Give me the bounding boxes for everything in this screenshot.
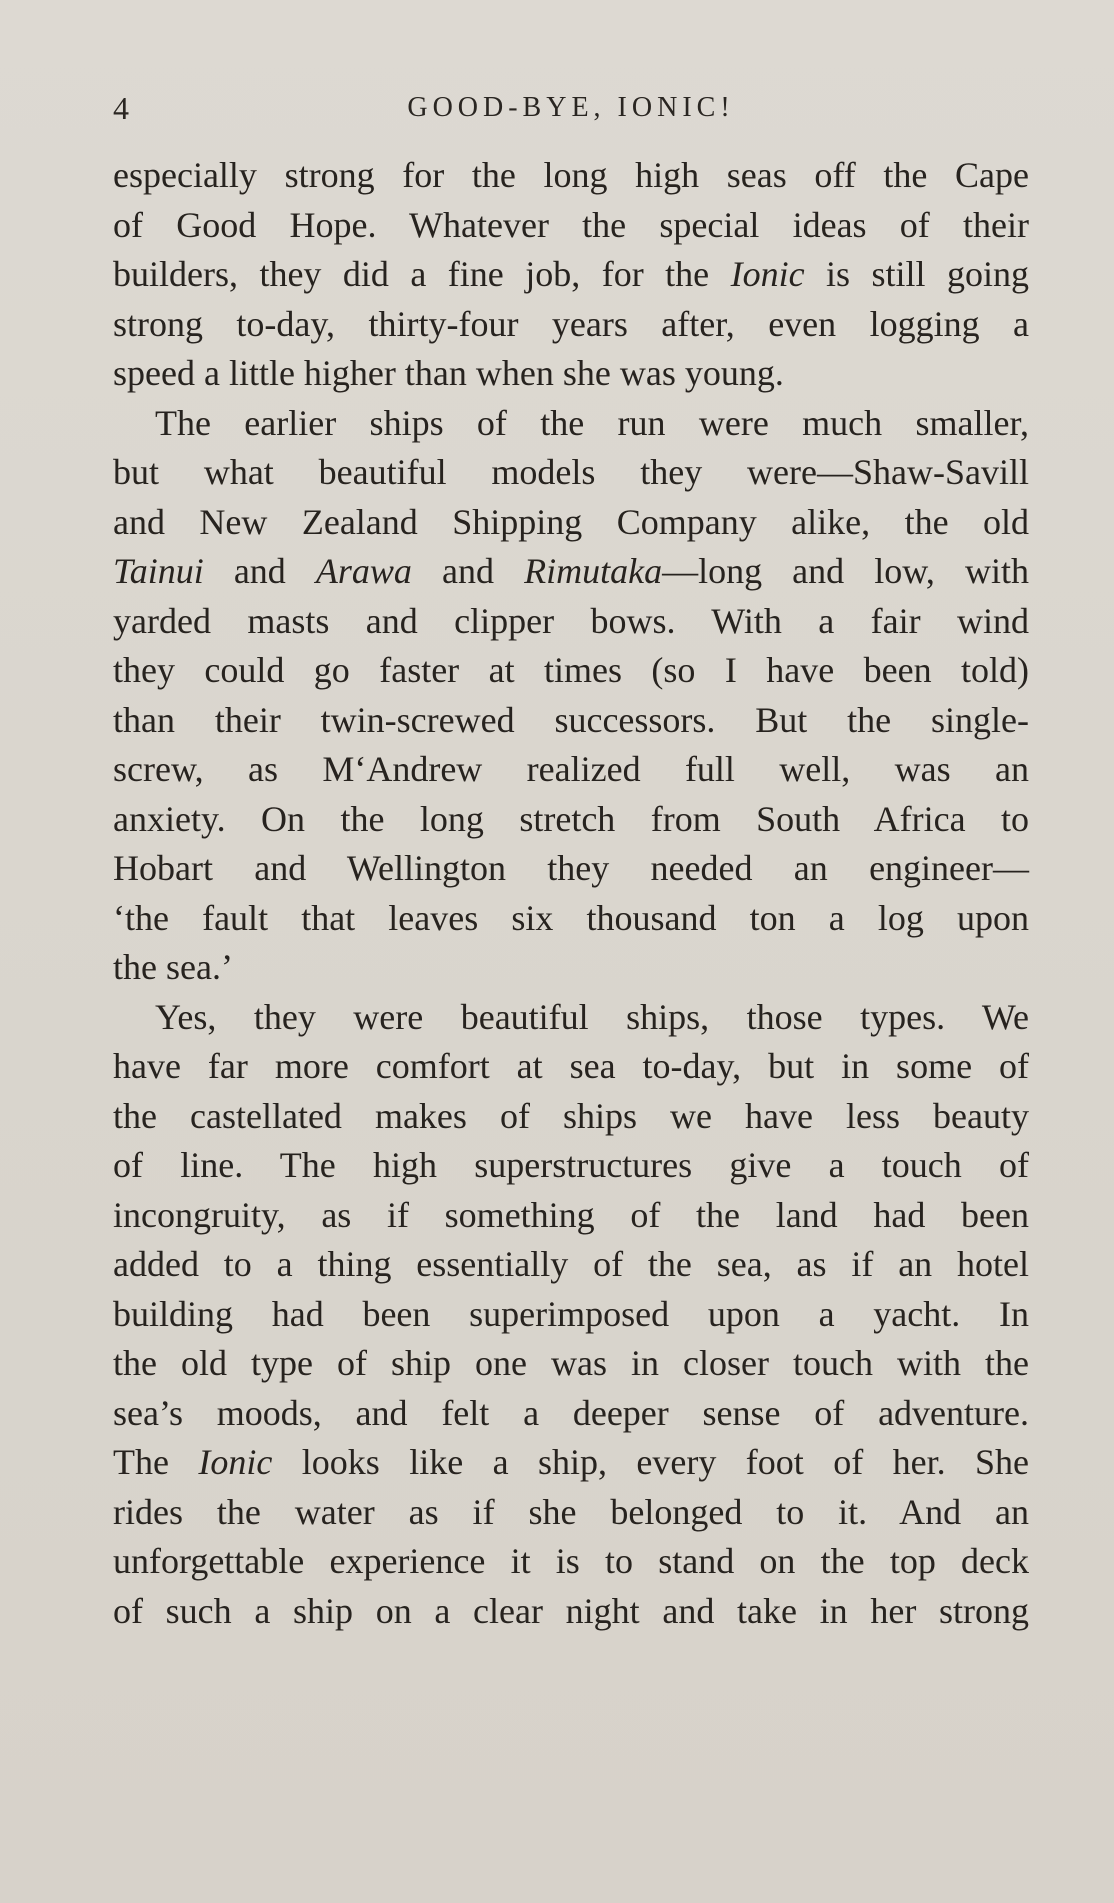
body-text xyxy=(113,151,1029,1636)
text-line: building had been superimposed upon a yacht. In xyxy=(113,1293,1029,1334)
text-line: rides the water as if she belonged to it. And an xyxy=(113,1491,1029,1532)
text-line: the sea.’ xyxy=(113,947,233,987)
text-line: incongruity, as if something of the land had been xyxy=(113,1194,1029,1235)
text-line: strong to-day, thirty-four years after, even logging a xyxy=(113,303,1029,344)
text-line: the old type of ship one was in closer touch with the xyxy=(113,1343,1029,1383)
text-line: The earlier ships of the run were much smaller, xyxy=(155,402,1029,443)
text-line: but what beautiful models they were—Shaw-Savill xyxy=(113,452,1029,492)
text-line: of Good Hope. Whatever the special ideas of their xyxy=(113,204,1029,245)
paragraph xyxy=(113,399,1029,993)
text-line: added to a thing essentially of the sea, as if an hotel xyxy=(113,1244,1029,1284)
text-line: Hobart and Wellington they needed an engineer— xyxy=(113,848,1029,888)
text-line: especially strong for the long high seas off the Cape xyxy=(113,155,1029,195)
text-line: unforgettable experience it is to stand on the top deck xyxy=(113,1541,1029,1581)
text-line: Tainui and Arawa and Rimutaka—long and low, with xyxy=(113,551,1029,591)
text-line: yarded masts and clipper bows. With a fair wind xyxy=(113,600,1029,641)
paragraph xyxy=(113,993,1029,1637)
text-line: anxiety. On the long stretch from South Africa to xyxy=(113,798,1029,839)
text-line: and New Zealand Shipping Company alike, the old xyxy=(113,501,1029,542)
text-line: speed a little higher than when she was young. xyxy=(113,353,784,393)
page-number: 4 xyxy=(113,90,129,126)
text-line: than their twin-screwed successors. But the single- xyxy=(113,699,1029,740)
text-line: Yes, they were beautiful ships, those types. We xyxy=(155,996,1029,1037)
paragraph xyxy=(113,151,1029,399)
text-line: sea’s moods, and felt a deeper sense of adventure. xyxy=(113,1392,1029,1433)
text-line: have far more comfort at sea to-day, but in some of xyxy=(113,1046,1029,1086)
text-line: of such a ship on a clear night and take in her strong xyxy=(113,1590,1029,1631)
text-line: builders, they did a fine job, for the Ionic is still going xyxy=(113,254,1030,294)
text-line: the castellated makes of ships we have less beauty xyxy=(113,1095,1029,1136)
text-line: of line. The high superstructures give a touch of xyxy=(113,1145,1029,1185)
running-head xyxy=(113,88,1029,128)
text-line: screw, as M‘Andrew realized full well, was an xyxy=(113,749,1029,789)
text-line: they could go faster at times (so I have been told) xyxy=(113,650,1029,690)
running-title: GOOD-BYE, IONIC! xyxy=(407,92,735,123)
text-line: ‘the fault that leaves six thousand ton a log upon xyxy=(113,897,1029,938)
text-line: The Ionic looks like a ship, every foot of her. She xyxy=(113,1442,1030,1482)
